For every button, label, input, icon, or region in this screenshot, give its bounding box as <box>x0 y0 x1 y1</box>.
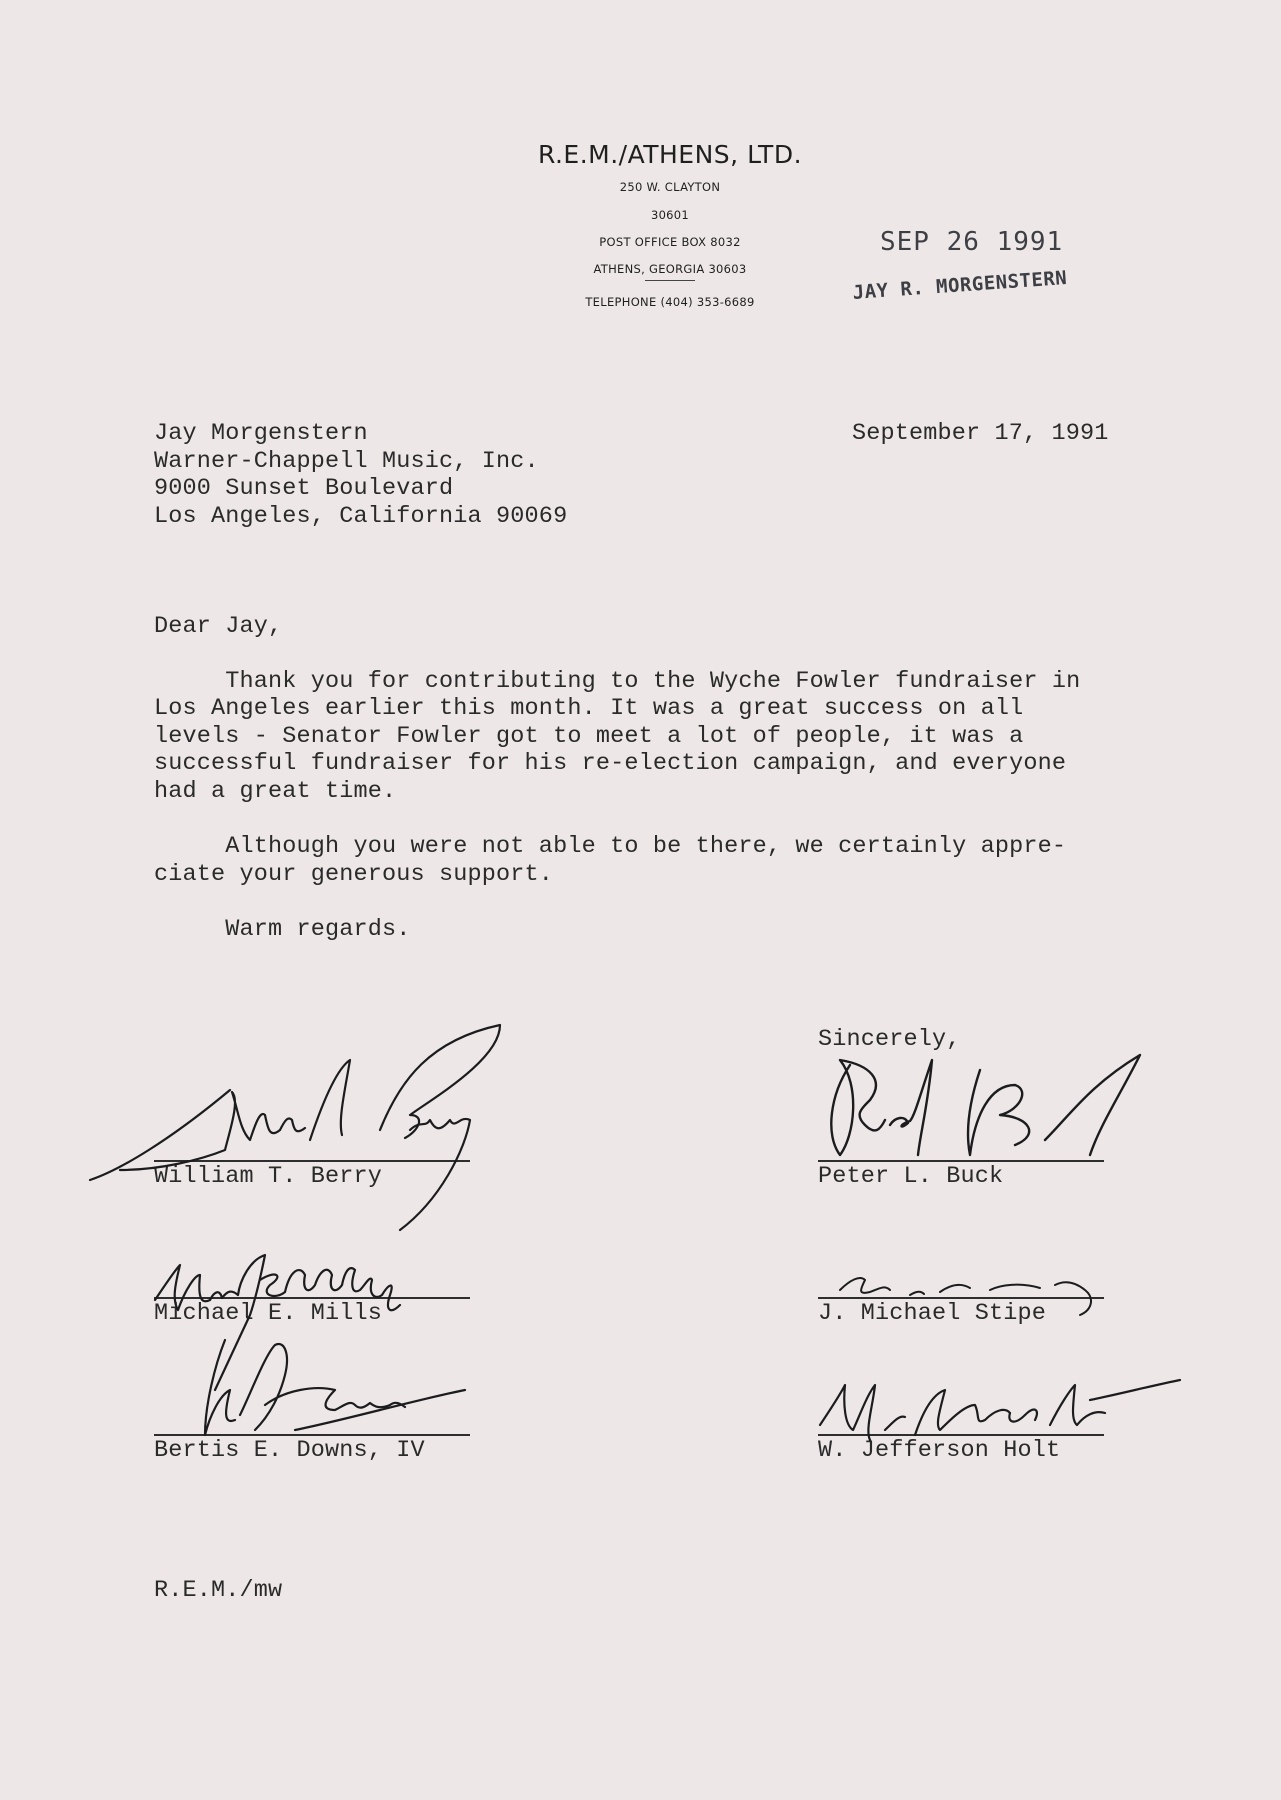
signature-berry <box>80 1020 500 1240</box>
signatory-name-downs: Bertis E. Downs, IV <box>154 1437 425 1464</box>
salutation: Dear Jay, <box>154 613 283 640</box>
body-line: Although you were not able to be there, we certainly appre- <box>154 833 1067 860</box>
signatory-name-holt: W. Jefferson Holt <box>818 1437 1061 1464</box>
body-line: ciate your generous support. <box>154 861 554 888</box>
address-line: 9000 Sunset Boulevard <box>154 475 454 502</box>
signatory-name-stipe: J. Michael Stipe <box>818 1300 1047 1327</box>
body-line: Los Angeles earlier this month. It was a great success on all <box>154 695 1024 722</box>
address-line: Los Angeles, California 90069 <box>154 503 568 530</box>
address-line: Warner-Chappell Music, Inc. <box>154 448 539 475</box>
received-stamp-date: SEP 26 1991 <box>880 227 1064 257</box>
sincerely: Sincerely, <box>818 1026 961 1053</box>
letterhead-telephone: TELEPHONE (404) 353-6689 <box>585 295 755 309</box>
letter-date: September 17, 1991 <box>852 420 1109 447</box>
signature-downs <box>195 1335 475 1455</box>
letterhead-company: R.E.M./ATHENS, LTD. <box>537 140 803 169</box>
signature-buck <box>820 1045 1150 1175</box>
address-line: Jay Morgenstern <box>154 420 368 447</box>
received-stamp-name: JAY R. MORGENSTERN <box>852 267 1068 304</box>
letterhead-po-box: POST OFFICE BOX 8032 <box>599 235 741 249</box>
body-line: Thank you for contributing to the Wyche Fowler fundraiser in <box>154 668 1081 695</box>
body-line: levels - Senator Fowler got to meet a lot of people, it was a <box>154 723 1024 750</box>
letterhead-street: 250 W. CLAYTON <box>619 180 721 194</box>
signature-holt <box>815 1375 1185 1445</box>
letterhead-divider <box>645 280 695 281</box>
letterhead-zip: 30601 <box>650 208 690 222</box>
signatory-name-mills: Michael E. Mills <box>154 1300 383 1327</box>
signatory-name-berry: William T. Berry <box>154 1163 383 1190</box>
body-line: successful fundraiser for his re-election campaign, and everyone <box>154 750 1067 777</box>
signatory-name-buck: Peter L. Buck <box>818 1163 1004 1190</box>
warm-regards: Warm regards. <box>154 916 411 943</box>
letterhead-city: ATHENS, GEORGIA 30603 <box>593 262 747 276</box>
footer-initials: R.E.M./mw <box>154 1577 283 1604</box>
body-line: had a great time. <box>154 778 397 805</box>
signature-stipe <box>820 1270 1100 1310</box>
